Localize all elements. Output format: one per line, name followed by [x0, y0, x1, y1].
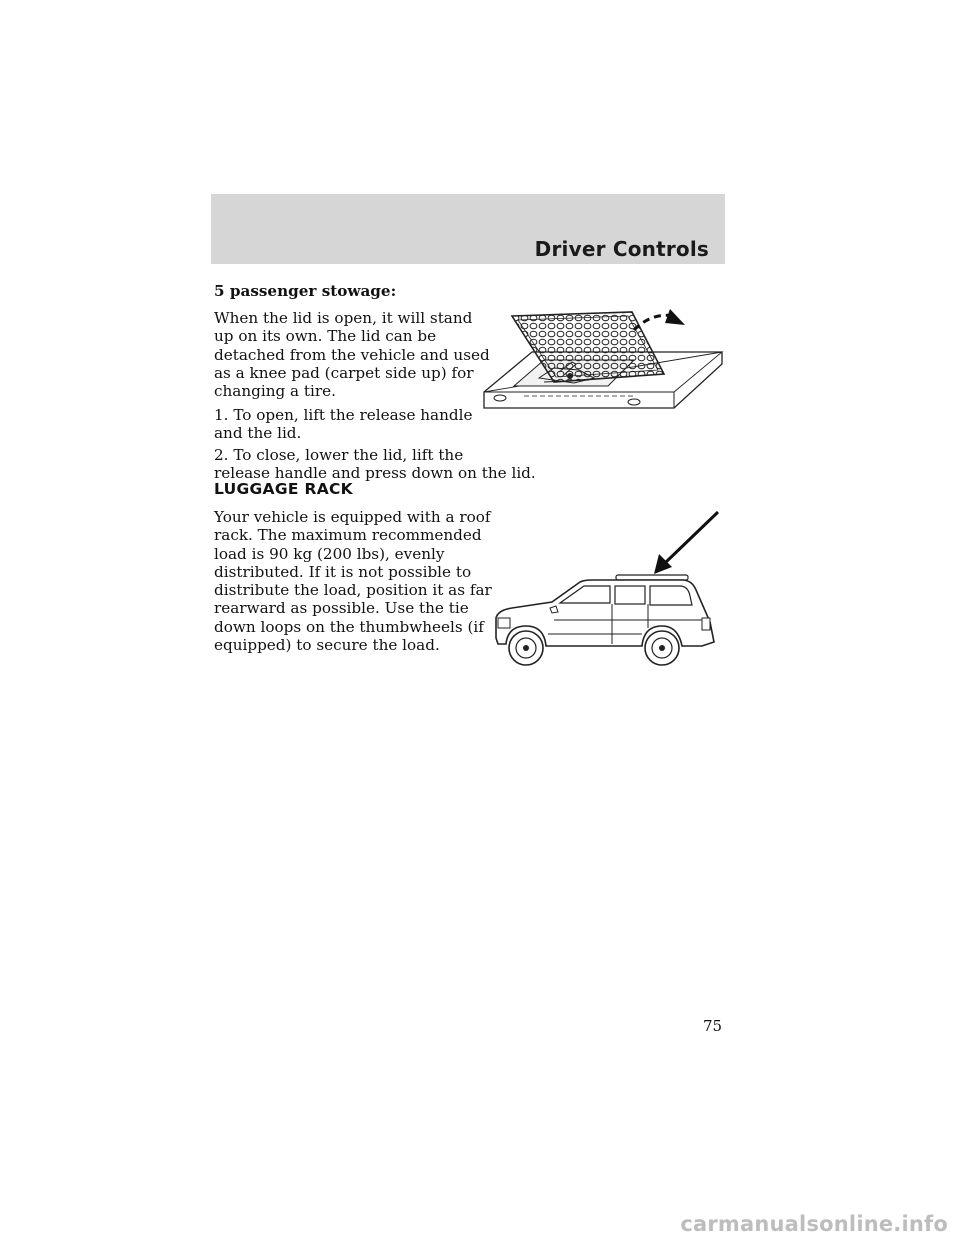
- text-line: 2. To close, lower the lid, lift the: [214, 446, 464, 464]
- cargo-lid-illustration: [484, 290, 726, 418]
- text-line: load is 90 kg (200 lbs), evenly: [214, 544, 445, 563]
- step-2-text: [214, 446, 536, 483]
- text-line: rearward as possible. Use the tie: [214, 599, 469, 618]
- suv-roof-rack-illustration: [492, 510, 722, 670]
- section-header-band: [211, 194, 725, 264]
- text-line: detached from the vehicle and used: [214, 345, 490, 364]
- text-line: changing a tire.: [214, 382, 336, 401]
- rear-wheel: [645, 631, 679, 665]
- text-line: rack. The maximum recommended: [214, 526, 482, 545]
- step-1-text: [214, 406, 472, 443]
- text-line: as a knee pad (carpet side up) for: [214, 363, 474, 382]
- text-line: When the lid is open, it will stand: [214, 309, 473, 327]
- text-line: and the lid.: [214, 424, 302, 443]
- stowage-paragraph: [214, 309, 490, 400]
- text-line: equipped) to secure the load.: [214, 636, 440, 655]
- text-line: down loops on the thumbwheels (if: [214, 617, 484, 636]
- luggage-rack-heading: LUGGAGE RACK: [214, 480, 353, 498]
- text-line: release handle and press down on the lid.: [214, 464, 536, 483]
- front-wheel: [509, 631, 543, 665]
- luggage-rack-paragraph: [214, 508, 492, 654]
- section-title: Driver Controls: [534, 237, 709, 261]
- text-line: up on its own. The lid can be: [214, 327, 437, 346]
- text-line: 1. To open, lift the release handle: [214, 406, 473, 424]
- page-number: 75: [703, 1017, 723, 1035]
- stowage-subheading: 5 passenger stowage:: [214, 282, 397, 300]
- watermark-text[interactable]: carmanualsonline.info: [680, 1212, 948, 1236]
- text-line: distribute the load, position it as far: [214, 581, 492, 600]
- text-line: distributed. If it is not possible to: [214, 562, 472, 581]
- text-line: Your vehicle is equipped with a roof: [214, 508, 491, 526]
